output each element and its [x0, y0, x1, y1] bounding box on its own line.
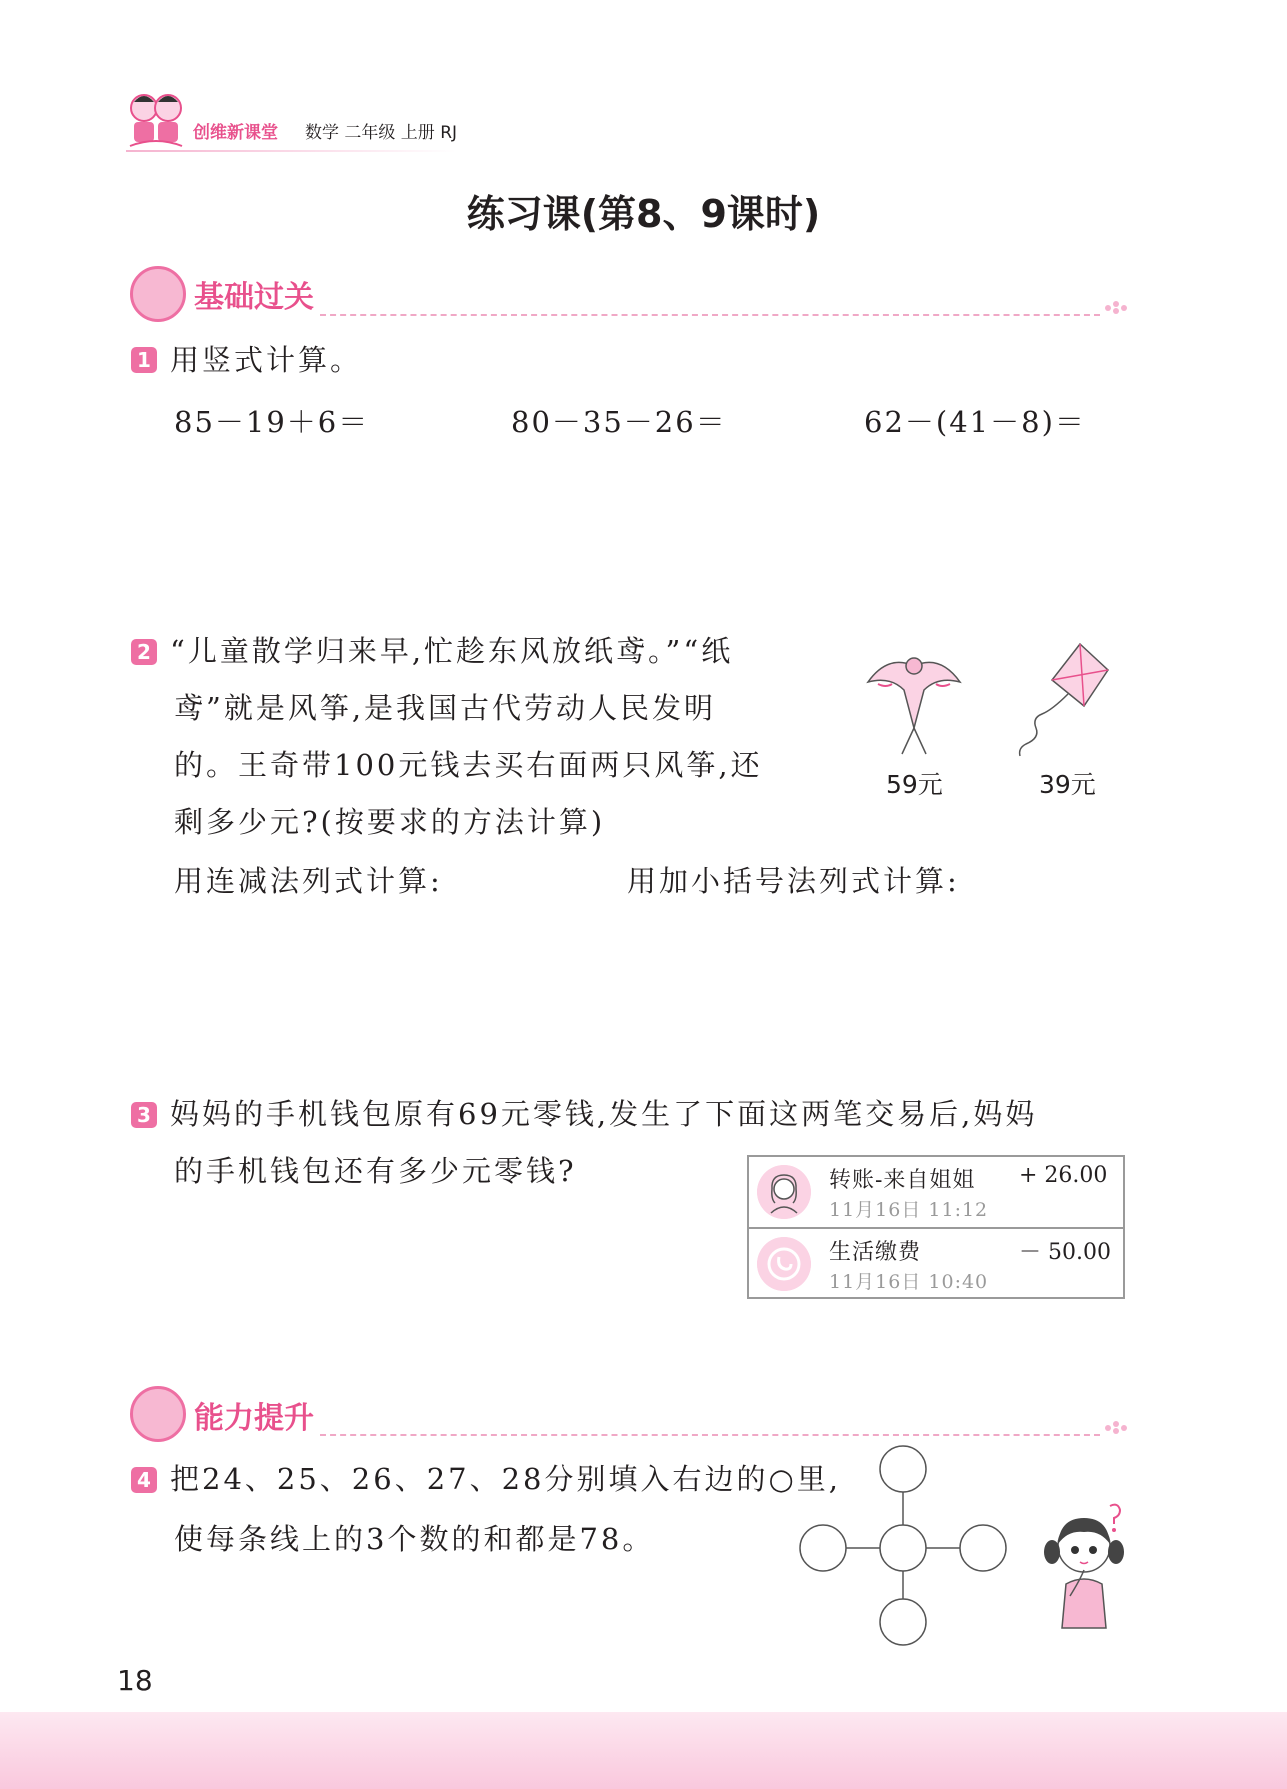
question-4-line-1: 把24、25、26、27、28分别填入右边的○里, [170, 1462, 842, 1496]
transaction-label: 生活缴费 [829, 1240, 922, 1265]
thinking-girl-icon [1040, 1500, 1136, 1632]
question-2-line-2: 鸢”就是风筝,是我国古代劳动人民发明 [174, 691, 717, 725]
page-number: 18 [117, 1664, 153, 1697]
question-2-number: 2 [131, 639, 157, 665]
sister-avatar-icon [757, 1165, 811, 1219]
transaction-amount: + 26.00 [1019, 1163, 1108, 1188]
section-basic-dots-icon [1104, 300, 1128, 314]
header-brand: 创维新课堂 [193, 123, 278, 143]
blank-circle-bottom [880, 1599, 926, 1645]
section-advanced-dots-icon [1104, 1420, 1128, 1434]
question-4-number: 4 [131, 1467, 157, 1493]
q1-expression-3: 62－(41－8)＝ [864, 405, 1086, 439]
transaction-time: 11月16日 11:12 [829, 1199, 989, 1221]
transaction-row [749, 1229, 1123, 1299]
section-basic-icon [130, 266, 186, 322]
blank-circle-center [880, 1525, 926, 1571]
question-2-line-4: 剩多少元?(按要求的方法计算) [174, 805, 606, 839]
transaction-row [749, 1157, 1123, 1227]
question-2-line-1: “儿童散学归来早,忙趁东风放纸鸢。”“纸 [170, 634, 734, 668]
kite-a-price: 59元 [886, 770, 943, 799]
section-advanced-divider [320, 1434, 1100, 1436]
question-1-prompt: 用竖式计算。 [170, 343, 363, 377]
q1-expression-2: 80－35－26＝ [511, 405, 727, 439]
header-underline [126, 150, 456, 152]
utility-payment-icon [757, 1237, 811, 1291]
q1-expression-1: 85－19＋6＝ [174, 405, 370, 439]
kite-b-price: 39元 [1039, 770, 1096, 799]
transaction-label: 转账-来自姐姐 [829, 1168, 976, 1193]
question-3-number: 3 [131, 1102, 157, 1128]
question-2-method-b: 用加小括号法列式计算: [627, 864, 960, 898]
section-advanced-icon [130, 1386, 186, 1442]
question-2-method-a: 用连减法列式计算: [174, 864, 443, 898]
header-book-info: 数学 二年级 上册 RJ [305, 123, 458, 143]
transaction-list [747, 1155, 1125, 1299]
circle-cross-diagram [796, 1444, 1010, 1648]
section-advanced-title: 能力提升 [194, 1401, 314, 1436]
question-1-number: 1 [131, 347, 157, 373]
transaction-amount: － 50.00 [1019, 1240, 1111, 1265]
section-basic-divider [320, 314, 1100, 316]
section-basic-title: 基础过关 [194, 280, 314, 315]
question-2-line-3: 的。王奇带100元钱去买右面两只风筝,还 [174, 748, 763, 782]
blank-circle-left [800, 1525, 846, 1571]
question-3-line-2: 的手机钱包还有多少元零钱? [174, 1154, 577, 1188]
question-3-line-1: 妈妈的手机钱包原有69元零钱,发生了下面这两笔交易后,妈妈 [170, 1097, 1038, 1131]
footer-band [0, 1712, 1287, 1789]
blank-circle-right [960, 1525, 1006, 1571]
question-4-line-2: 使每条线上的3个数的和都是78。 [174, 1522, 655, 1556]
page-title: 练习课(第8、9课时) [466, 192, 821, 236]
swallow-kite-icon [858, 648, 970, 758]
header-mascot-logo [126, 88, 186, 150]
blank-circle-top [880, 1446, 926, 1492]
transaction-time: 11月16日 10:40 [829, 1271, 989, 1293]
diamond-kite-icon [1012, 640, 1112, 760]
